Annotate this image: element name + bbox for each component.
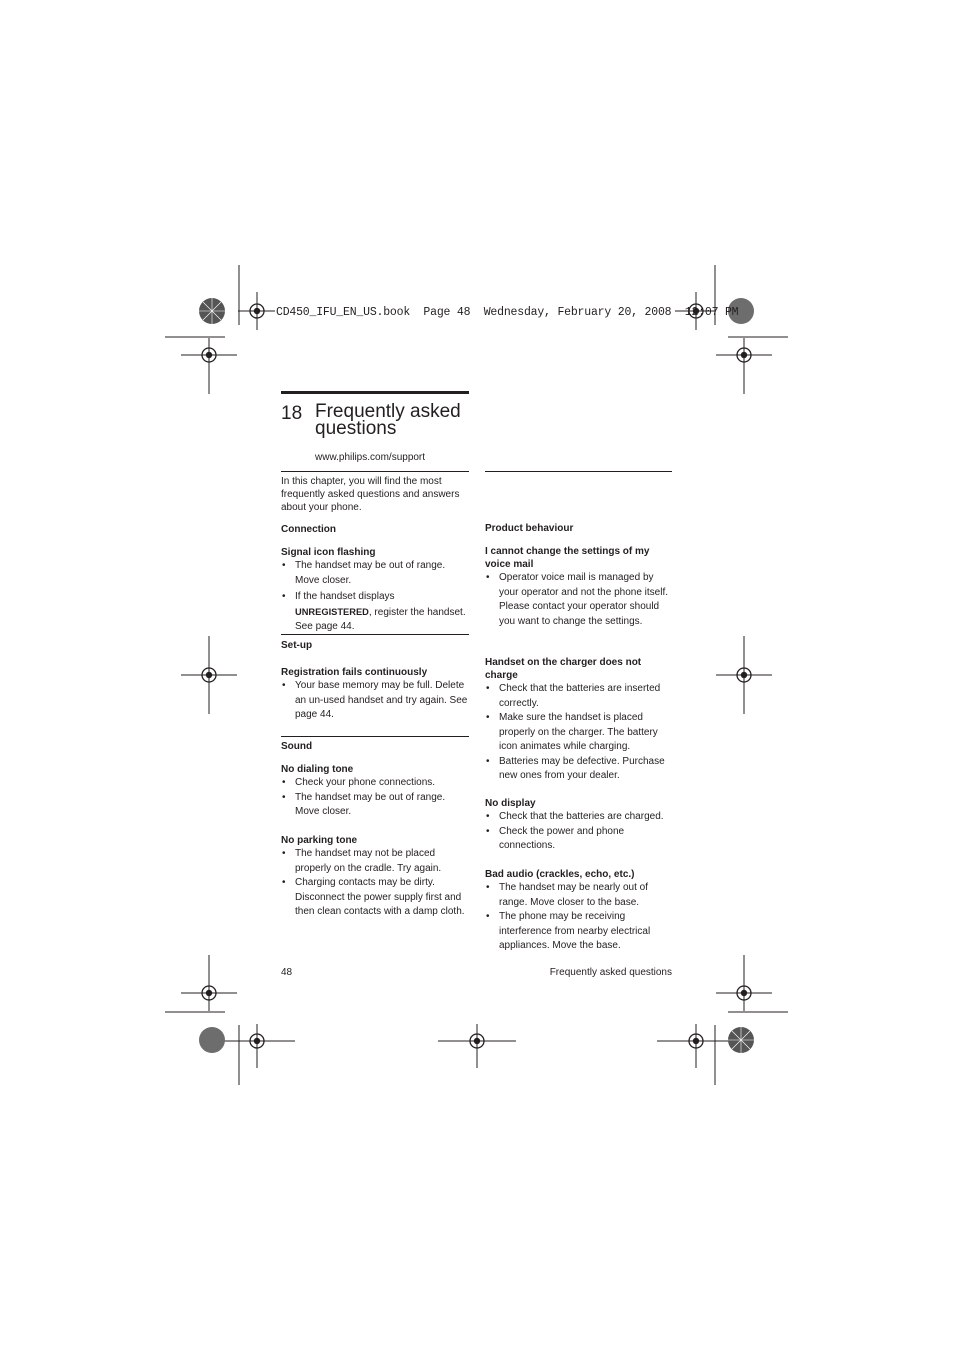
answer-item: • Batteries may be defective. Purchase new ones from your dealer. — [485, 755, 673, 784]
section-heading: Sound — [281, 741, 313, 752]
question-title: Handset on the charger does not charge — [485, 657, 642, 681]
answer-item: • Charging contacts may be dirty. Disconnect the power supply first and then clean contacts with a damp cloth. — [281, 876, 473, 920]
section-heading: Product behaviour — [485, 523, 574, 534]
faq-display — [485, 797, 673, 854]
chapter-number: 18 — [281, 403, 303, 424]
answer-item: • Check your phone connections. — [281, 776, 471, 791]
faq-audio — [485, 868, 673, 954]
answer-item: • The handset may be nearly out of range. Move closer to the base. — [485, 881, 673, 910]
answer-item: • If the handset displays UNREGISTERED, register the handset. See page 44. — [281, 590, 471, 635]
answer-item: • The handset may be out of range. Move closer. — [281, 791, 471, 820]
intro-text: In this chapter, you will find the most frequently asked questions and answers about your phone. — [281, 476, 460, 513]
answer-item: • The handset may not be placed properly on the cradle. Try again. — [281, 847, 473, 876]
print-slug: CD450_IFU_EN_US.book Page 48 Wednesday, February 20, 2008 12:07 PM — [276, 306, 739, 319]
chapter-title: Frequently asked questions — [315, 401, 461, 439]
faq-charger — [485, 656, 673, 784]
faq-signal — [281, 546, 471, 635]
faq-dialing — [281, 763, 471, 820]
answer-item: • The handset may be out of range. Move closer. — [281, 559, 471, 588]
answer-item: • Operator voice mail is managed by your operator and not the phone itself. Please contact your operator should you want to change the settings. — [485, 571, 673, 629]
answer-item: • Check that the batteries are charged. — [485, 810, 673, 825]
support-url: www.philips.com/support — [315, 452, 426, 463]
answer-item: • Your base memory may be full. Delete an un-used handset and try again. See page 44. — [281, 679, 471, 723]
answer-item: • The phone may be receiving interference from nearby electrical appliances. Move the base. — [485, 910, 673, 954]
faq-parking — [281, 834, 473, 920]
faq-voicemail — [485, 545, 673, 629]
question-title: Bad audio (crackles, echo, etc.) — [485, 869, 635, 880]
star-target-icon — [199, 298, 225, 324]
question-title: No parking tone — [281, 835, 358, 846]
faq-registration — [281, 666, 471, 723]
question-title: No display — [485, 798, 536, 809]
question-title: Registration fails continuously — [281, 667, 428, 678]
question-title: Signal icon flashing — [281, 547, 376, 558]
question-title: No dialing tone — [281, 764, 354, 775]
answer-item: • Check that the batteries are inserted correctly. — [485, 682, 673, 711]
section-rule — [281, 634, 469, 635]
section-rule — [281, 736, 469, 737]
left-rule — [281, 471, 469, 472]
page-number: 48 — [281, 967, 293, 978]
footer-section: Frequently asked questions — [549, 967, 672, 978]
answer-item: • Make sure the handset is placed properly on the charger. The battery icon animates while charging. — [485, 711, 673, 755]
chapter-rule — [281, 391, 469, 394]
right-rule — [485, 471, 672, 472]
answer-item: • Check the power and phone connections. — [485, 825, 673, 854]
section-heading: Connection — [281, 524, 336, 535]
section-heading: Set-up — [281, 640, 313, 651]
question-title: I cannot change the settings of my voice mail — [485, 546, 650, 570]
